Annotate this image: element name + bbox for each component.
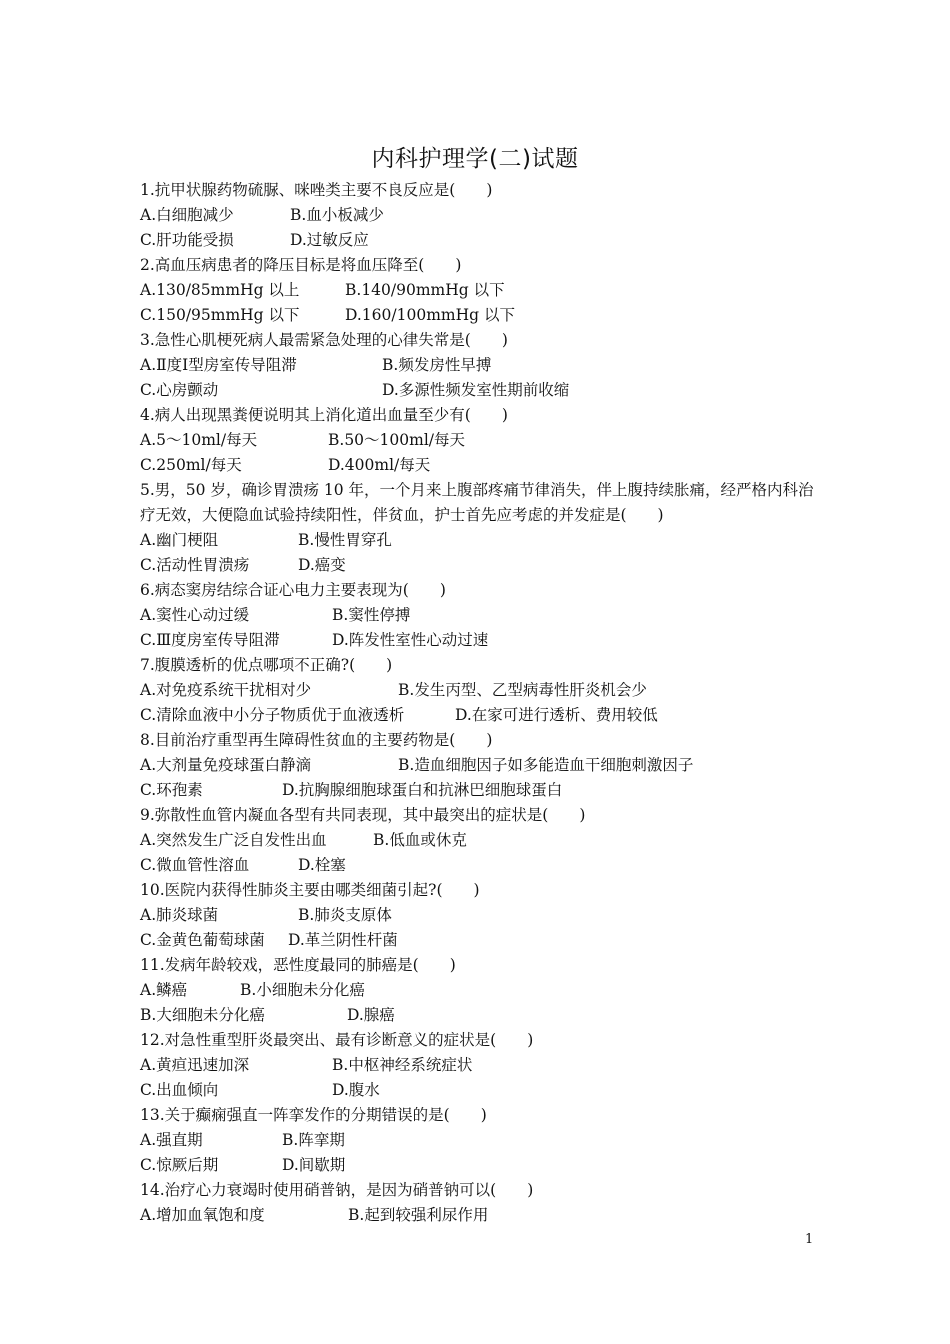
option-d: D.抗胸腺细胞球蛋白和抗淋巴细胞球蛋白 [282,781,563,799]
question-8 [140,728,820,803]
option-row [140,428,820,453]
option-a: A.幽门梗阻 [140,531,219,549]
option-row [140,1153,820,1178]
question-3 [140,328,820,403]
option-row [140,553,820,578]
option-c: C.清除血液中小分子物质优于血液透析 [140,706,405,724]
option-row [140,978,820,1003]
question-stem: 6.病态窦房结综合证心电力主要表现为( ) [140,581,446,599]
question-stem: 7.腹膜透析的优点哪项不正确?( ) [140,656,393,674]
question-stem: 12.对急性重型肝炎最突出、最有诊断意义的症状是( ) [140,1031,534,1049]
page-title: 内科护理学(二)试题 [371,146,579,172]
option-b: B.血小板减少 [290,206,384,224]
option-row [140,1003,820,1028]
option-c: C.环孢素 [140,781,203,799]
question-stem: 9.弥散性血管内凝血各型有共同表现，其中最突出的症状是( ) [140,806,586,824]
option-a: A.窦性心动过缓 [140,606,250,624]
option-row [140,228,820,253]
option-b: B.起到较强利尿作用 [348,1206,489,1224]
question-9 [140,803,820,878]
option-c: C.活动性胃溃疡 [140,556,250,574]
question-stem: 13.关于癫痫强直一阵挛发作的分期错误的是( ) [140,1106,487,1124]
option-row [140,853,820,878]
question-12 [140,1028,820,1103]
option-row [140,1078,820,1103]
option-d: D.腺癌 [347,1006,395,1024]
question-13 [140,1103,820,1178]
option-d: D.400ml/每天 [328,456,431,474]
option-row [140,278,820,303]
option-row [140,778,820,803]
option-a: A.130/85mmHg 以上 [140,281,300,299]
question-10 [140,878,820,953]
option-b: B.小细胞未分化癌 [240,981,365,999]
option-a: A.大剂量免疫球蛋白静滴 [140,756,312,774]
option-a: A.黄疸迅速加深 [140,1056,250,1074]
option-b: B.频发房性早搏 [382,356,492,374]
question-stem: 4.病人出现黑粪便说明其上消化道出血量至少有( ) [140,406,508,424]
option-b: B.阵挛期 [282,1131,345,1149]
option-row [140,928,820,953]
question-11 [140,953,820,1028]
question-7 [140,653,820,728]
option-b: B.肺炎支原体 [298,906,392,924]
option-row [140,303,820,328]
option-row [140,528,820,553]
option-b: B.中枢神经系统症状 [332,1056,473,1074]
option-b: B.140/90mmHg 以下 [345,281,505,299]
option-c: C.250ml/每天 [140,456,242,474]
option-b: B.50～100ml/每天 [328,431,466,449]
option-row [140,1053,820,1078]
option-a: A.白细胞减少 [140,206,234,224]
option-c: C.出血倾向 [140,1081,219,1099]
option-d: D.在家可进行透析、费用较低 [455,706,658,724]
option-a: A.鳞癌 [140,981,188,999]
question-5 [140,478,820,578]
question-stem: 10.医院内获得性肺炎主要由哪类细菌引起?( ) [140,881,480,899]
option-row [140,603,820,628]
option-d: D.栓塞 [298,856,346,874]
option-b: B.发生丙型、乙型病毒性肝炎机会少 [398,681,647,699]
option-row [140,378,820,403]
question-stem: 1.抗甲状腺药物硫脲、咪唑类主要不良反应是( ) [140,181,493,199]
question-6 [140,578,820,653]
option-a: A.肺炎球菌 [140,906,219,924]
question-stem: 14.治疗心力衰竭时使用硝普钠，是因为硝普钠可以( ) [140,1181,534,1199]
option-b: B.窦性停搏 [332,606,411,624]
option-c: C.150/95mmHg 以下 [140,306,300,324]
option-d: D.革兰阴性杆菌 [288,931,398,949]
option-c: C.Ⅲ度房室传导阻滞 [140,631,280,649]
option-c: C.肝功能受损 [140,231,234,249]
option-d: D.多源性频发室性期前收缩 [382,381,570,399]
option-a: A.突然发生广泛自发性出血 [140,831,327,849]
option-row [140,203,820,228]
option-row [140,753,820,778]
option-row [140,353,820,378]
option-row [140,828,820,853]
question-stem: 5.男，50 岁，确诊胃溃疡 10 年，一个月来上腹部疼痛节律消失，伴上腹持续胀痛，经严格内科治疗无效，大便隐血试验持续阳性，伴贫血，护士首先应考虑的并发症是( ) [140,481,814,524]
page-number: 1 [805,1232,814,1247]
question-stem: 8.目前治疗重型再生障碍性贫血的主要药物是( ) [140,731,493,749]
question-4 [140,403,820,478]
option-c: C.金黄色葡萄球菌 [140,931,265,949]
option-b: B.慢性胃穿孔 [298,531,392,549]
option-d: D.间歇期 [282,1156,346,1174]
option-d: D.过敏反应 [290,231,369,249]
question-1 [140,178,820,253]
option-row [140,703,820,728]
option-d: D.阵发性室性心动过速 [332,631,489,649]
question-14 [140,1178,820,1228]
option-a: A.对免疫系统干扰相对少 [140,681,312,699]
option-c: C.惊厥后期 [140,1156,219,1174]
option-c: C.心房颤动 [140,381,219,399]
option-b: B.低血或休克 [373,831,467,849]
question-stem: 3.急性心肌梗死病人最需紧急处理的心律失常是( ) [140,331,508,349]
option-c: B.大细胞未分化癌 [140,1006,265,1024]
option-row [140,1203,820,1228]
question-list [140,178,820,1228]
option-c: C.微血管性溶血 [140,856,250,874]
option-row [140,1128,820,1153]
option-b: B.造血细胞因子如多能造血干细胞刺激因子 [398,756,694,774]
question-2 [140,253,820,328]
option-row [140,678,820,703]
option-a: A.增加血氧饱和度 [140,1206,265,1224]
option-d: D.160/100mmHg 以下 [345,306,515,324]
question-stem: 2.高血压病患者的降压目标是将血压降至( ) [140,256,462,274]
option-a: A.Ⅱ度Ⅰ型房室传导阻滞 [140,356,297,374]
question-stem: 11.发病年龄较戏，恶性度最同的肺癌是( ) [140,956,456,974]
option-row [140,903,820,928]
option-a: A.强直期 [140,1131,203,1149]
option-row [140,628,820,653]
option-row [140,453,820,478]
option-d: D.腹水 [332,1081,380,1099]
option-d: D.癌变 [298,556,346,574]
option-a: A.5～10ml/每天 [140,431,258,449]
